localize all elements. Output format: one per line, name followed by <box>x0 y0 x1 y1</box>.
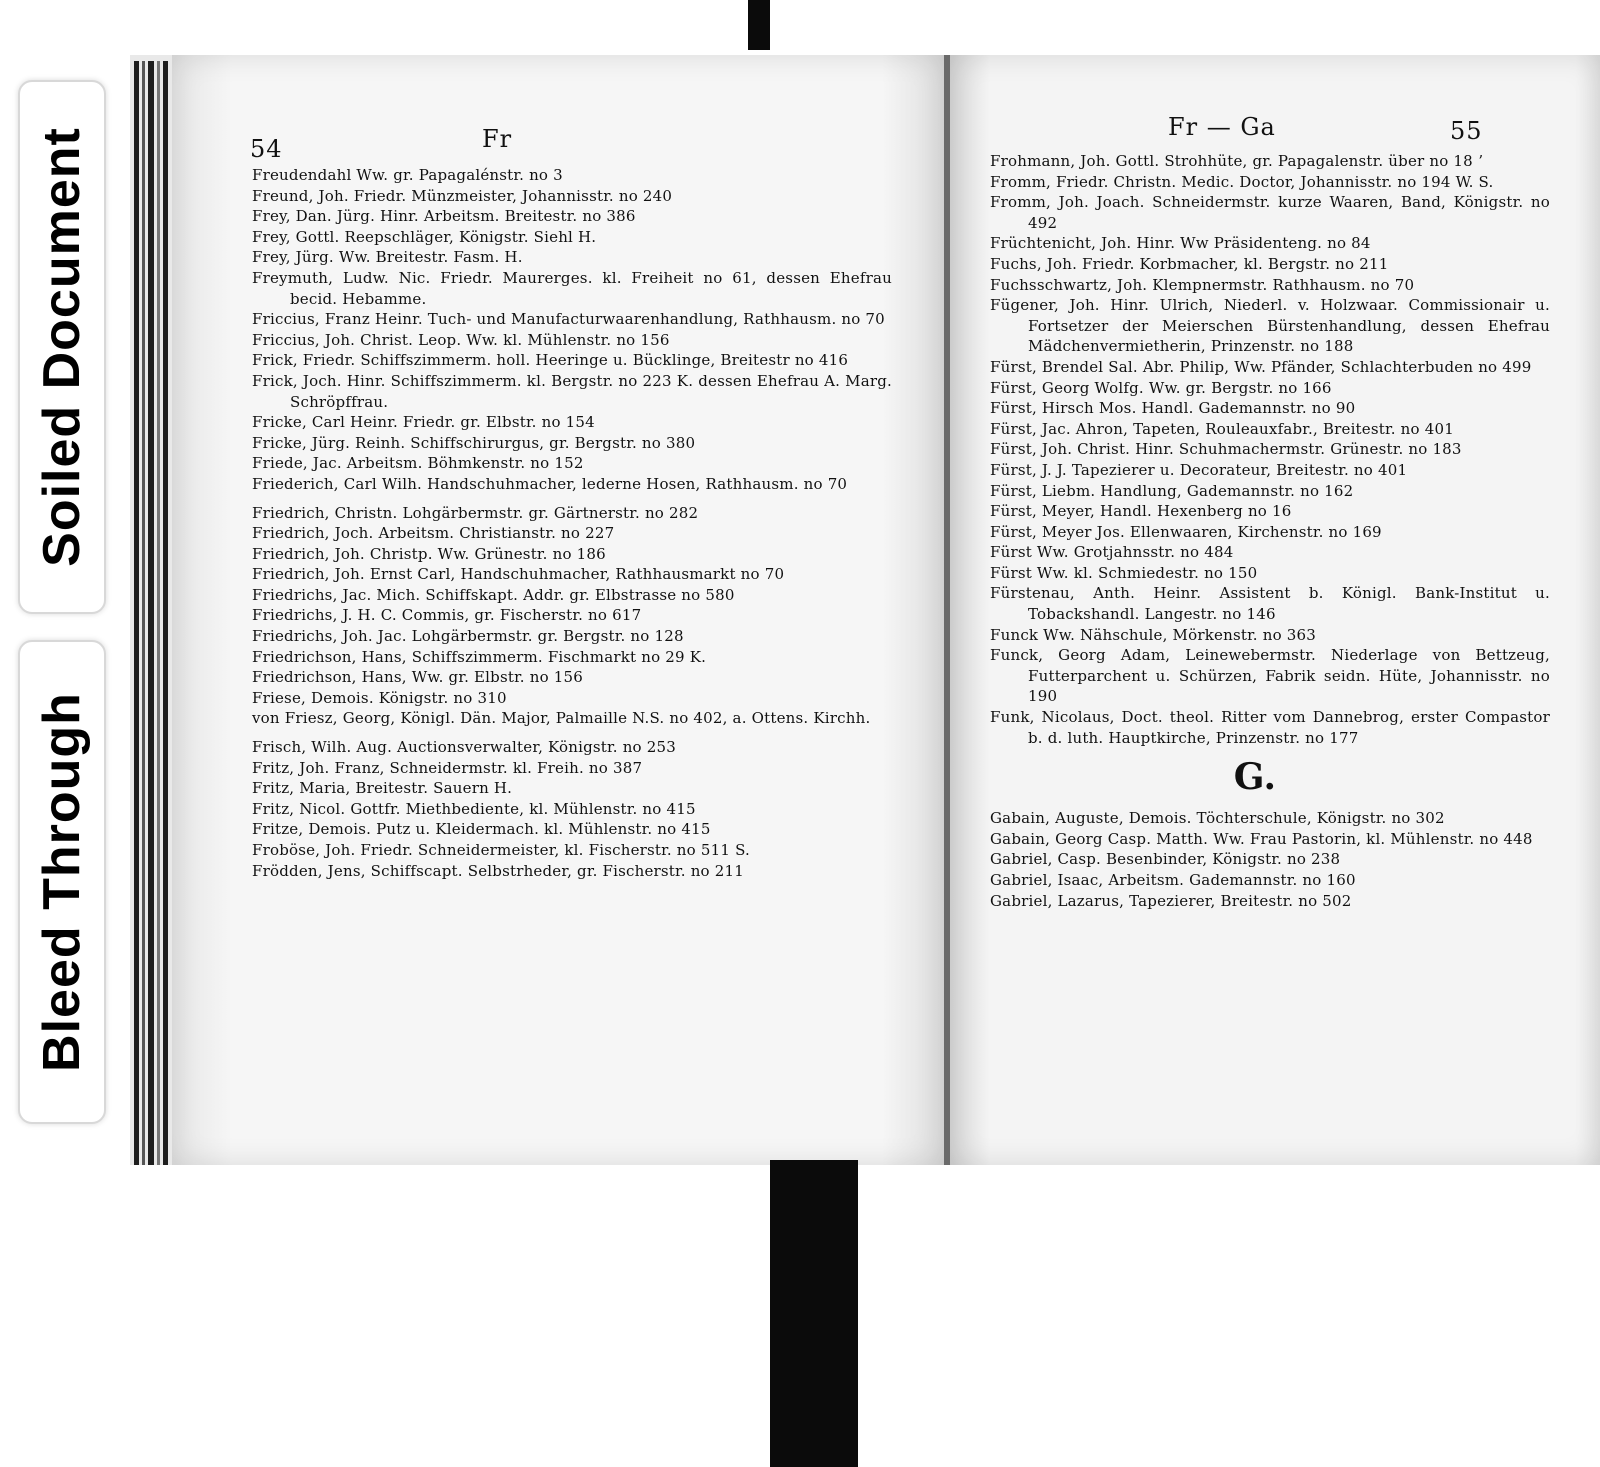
directory-entry: Fürst, Jac. Ahron, Tapeten, Rouleauxfabr., Breitestr. no 401 <box>990 419 1454 438</box>
directory-entry: Friederich, Carl Wilh. Handschuhmacher, lederne Hosen, Rathhausm. no 70 <box>252 474 848 493</box>
binding-strip-top <box>748 0 770 50</box>
directory-entry: Fritz, Joh. Franz, Schneidermstr. kl. Freih. no 387 <box>252 758 643 777</box>
directory-entry: Gabain, Auguste, Demois. Töchterschule, Königstr. no 302 <box>990 809 1445 828</box>
directory-entry: Friede, Jac. Arbeitsm. Böhmkenstr. no 152 <box>252 454 584 473</box>
directory-entry: Fromm, Joh. Joach. Schneidermstr. kurze Waaren, Band, Königstr. no 492 <box>990 193 1550 232</box>
directory-entry: Friedrich, Joch. Arbeitsm. Christianstr. no 227 <box>252 524 615 543</box>
right-page <box>950 55 1600 1165</box>
directory-entry: Freund, Joh. Friedr. Münzmeister, Johannisstr. no 240 <box>252 186 673 205</box>
binding-strip-bottom <box>770 1160 858 1467</box>
directory-entry: Fuchs, Joh. Friedr. Korbmacher, kl. Bergstr. no 211 <box>990 254 1389 273</box>
directory-entry: Fürst, Brendel Sal. Abr. Philip, Ww. Pfänder, Schlachterbuden no 499 <box>990 357 1532 376</box>
directory-entry: Freudendahl Ww. gr. Papagalénstr. no 3 <box>252 166 563 184</box>
directory-entry: Friccius, Franz Heinr. Tuch- und Manufacturwaarenhandlung, Rathhausm. no 70 <box>252 310 885 329</box>
directory-entry: Gabriel, Isaac, Arbeitsm. Gademannstr. no 160 <box>990 871 1356 889</box>
directory-entry: Fritze, Demois. Putz u. Kleidermach. kl. Mühlenstr. no 415 <box>252 820 711 839</box>
directory-entry: Fürst Ww. Grotjahnsstr. no 484 <box>990 543 1234 562</box>
bleed-through-text: Bleed Through <box>33 692 91 1072</box>
directory-entry: Gabriel, Casp. Besenbinder, Königstr. no 238 <box>990 850 1341 869</box>
directory-entry: Gabain, Georg Casp. Matth. Ww. Frau Pastorin, kl. Mühlenstr. no 448 <box>990 829 1533 848</box>
directory-entry: Funk, Nicolaus, Doct. theol. Ritter vom Dannebrog, erster Compastor b. d. luth. Hauptkirche, Prinzenstr. no 177 <box>990 708 1550 747</box>
left-page <box>172 55 944 1165</box>
directory-entry: Fürst, Meyer Jos. Ellenwaaren, Kirchenstr. no 169 <box>990 522 1382 541</box>
directory-entry: Froböse, Joh. Friedr. Schneidermeister, kl. Fischerstr. no 511 S. <box>252 841 750 859</box>
right-running-head: Fr — Ga <box>1168 113 1276 141</box>
directory-entry: Fürst, Georg Wolfg. Ww. gr. Bergstr. no 166 <box>990 378 1332 397</box>
bleed-through-label <box>18 640 106 1124</box>
directory-entry: Friedrichson, Hans, Ww. gr. Elbstr. no 156 <box>252 668 584 687</box>
directory-entry: Frick, Friedr. Schiffszimmerm. holl. Heeringe u. Bücklinge, Breitestr no 416 <box>252 351 849 370</box>
directory-entry: Fürst Ww. kl. Schmiedestr. no 150 <box>990 563 1258 582</box>
directory-entry: Fürst, Meyer, Handl. Hexenberg no 16 <box>990 502 1292 521</box>
directory-entry: Früchtenicht, Joh. Hinr. Ww Präsidenteng. no 84 <box>990 234 1371 253</box>
directory-entry: von Friesz, Georg, Königl. Dän. Major, Palmaille N.S. no 402, a. Ottens. Kirchh. <box>252 709 871 728</box>
directory-entry: Friedrich, Christn. Lohgärbermstr. gr. Gärtnerstr. no 282 <box>252 503 699 522</box>
directory-entry: Frick, Joch. Hinr. Schiffszimmerm. kl. Bergstr. no 223 K. dessen Ehefrau A. Marg. Schröpffrau. <box>252 371 892 411</box>
directory-entry: Friedrich, Joh. Ernst Carl, Handschuhmacher, Rathhausmarkt no 70 <box>252 565 785 584</box>
left-page-number: 54 <box>250 135 283 163</box>
directory-entry: Frisch, Wilh. Aug. Auctionsverwalter, Königstr. no 253 <box>252 738 676 757</box>
directory-entry: Friedrichs, J. H. C. Commis, gr. Fischerstr. no 617 <box>252 606 642 625</box>
directory-entry: Fürst, J. J. Tapezierer u. Decorateur, Breitestr. no 401 <box>990 460 1408 479</box>
directory-entry: Fürst, Liebm. Handlung, Gademannstr. no 162 <box>990 481 1354 500</box>
directory-entry: Friedrichson, Hans, Schiffszimmerm. Fischmarkt no 29 K. <box>252 647 707 666</box>
directory-entry: Fritz, Maria, Breitestr. Sauern H. <box>252 779 513 798</box>
directory-entry: Frey, Jürg. Ww. Breitestr. Fasm. H. <box>252 248 523 267</box>
directory-entry: Fritz, Nicol. Gottfr. Miethbediente, kl. Mühlenstr. no 415 <box>252 799 696 818</box>
directory-entry: Frey, Dan. Jürg. Hinr. Arbeitsm. Breitestr. no 386 <box>252 207 636 226</box>
directory-entry: Funck Ww. Nähschule, Mörkenstr. no 363 <box>990 625 1317 644</box>
soiled-document-label <box>18 80 106 614</box>
left-entry-list <box>252 165 892 881</box>
directory-entry: Fuchsschwartz, Joh. Klempnermstr. Rathhausm. no 70 <box>990 275 1415 294</box>
directory-entry: Friese, Demois. Königstr. no 310 <box>252 688 507 707</box>
section-letter: G. <box>1233 756 1277 799</box>
soiled-document-text: Soiled Document <box>33 127 91 567</box>
directory-entry: Friccius, Joh. Christ. Leop. Ww. kl. Mühlenstr. no 156 <box>252 330 670 349</box>
directory-entry: Freymuth, Ludw. Nic. Friedr. Maurerges. kl. Freiheit no 61, dessen Ehefrau becid. Hebamme. <box>252 268 892 308</box>
right-entry-list <box>990 151 1550 911</box>
open-book <box>130 55 1550 1165</box>
directory-entry: Friedrichs, Jac. Mich. Schiffskapt. Addr. gr. Elbstrasse no 580 <box>252 585 735 604</box>
directory-entry: Funck, Georg Adam, Leinewebermstr. Niederlage von Bettzeug, Futterparchent u. Schürzen, Fabrik seidn. Hüte, Johannisstr. no 190 <box>990 646 1550 706</box>
directory-entry: Fürstenau, Anth. Heinr. Assistent b. Königl. Bank-Institut u. Tobackshandl. Langestr. no 146 <box>990 584 1550 624</box>
directory-entry: Frödden, Jens, Schiffscapt. Selbstrheder, gr. Fischerstr. no 211 <box>252 861 744 880</box>
directory-entry: Friedrichs, Joh. Jac. Lohgärbermstr. gr. Bergstr. no 128 <box>252 627 684 646</box>
directory-entry: Fricke, Carl Heinr. Friedr. gr. Elbstr. no 154 <box>252 413 595 432</box>
book-page-edges <box>130 55 172 1165</box>
directory-entry: Fricke, Jürg. Reinh. Schiffschirurgus, gr. Bergstr. no 380 <box>252 433 696 452</box>
directory-entry: Fürst, Joh. Christ. Hinr. Schuhmachermstr. Grünestr. no 183 <box>990 440 1462 459</box>
directory-entry: Frohmann, Joh. Gottl. Strohhüte, gr. Papagalenstr. über no 18 ʼ <box>990 152 1483 170</box>
directory-entry: Friedrich, Joh. Christp. Ww. Grünestr. no 186 <box>252 544 606 563</box>
directory-entry: Gabriel, Lazarus, Tapezierer, Breitestr. no 502 <box>990 891 1352 910</box>
directory-entry: Fürst, Hirsch Mos. Handl. Gademannstr. no 90 <box>990 399 1356 418</box>
directory-entry: Frey, Gottl. Reepschläger, Königstr. Siehl H. <box>252 227 597 246</box>
directory-entry: Fromm, Friedr. Christn. Medic. Doctor, Johannisstr. no 194 W. S. <box>990 172 1494 191</box>
left-running-head: Fr <box>482 125 513 153</box>
right-page-number: 55 <box>1450 117 1483 145</box>
directory-entry: Fügener, Joh. Hinr. Ulrich, Niederl. v. Holzwaar. Commissionair u. Fortsetzer der Meierschen Bürstenhandlung, dessen Ehefrau Mädchenvermietherin, Prinzenstr. no 188 <box>990 296 1550 356</box>
